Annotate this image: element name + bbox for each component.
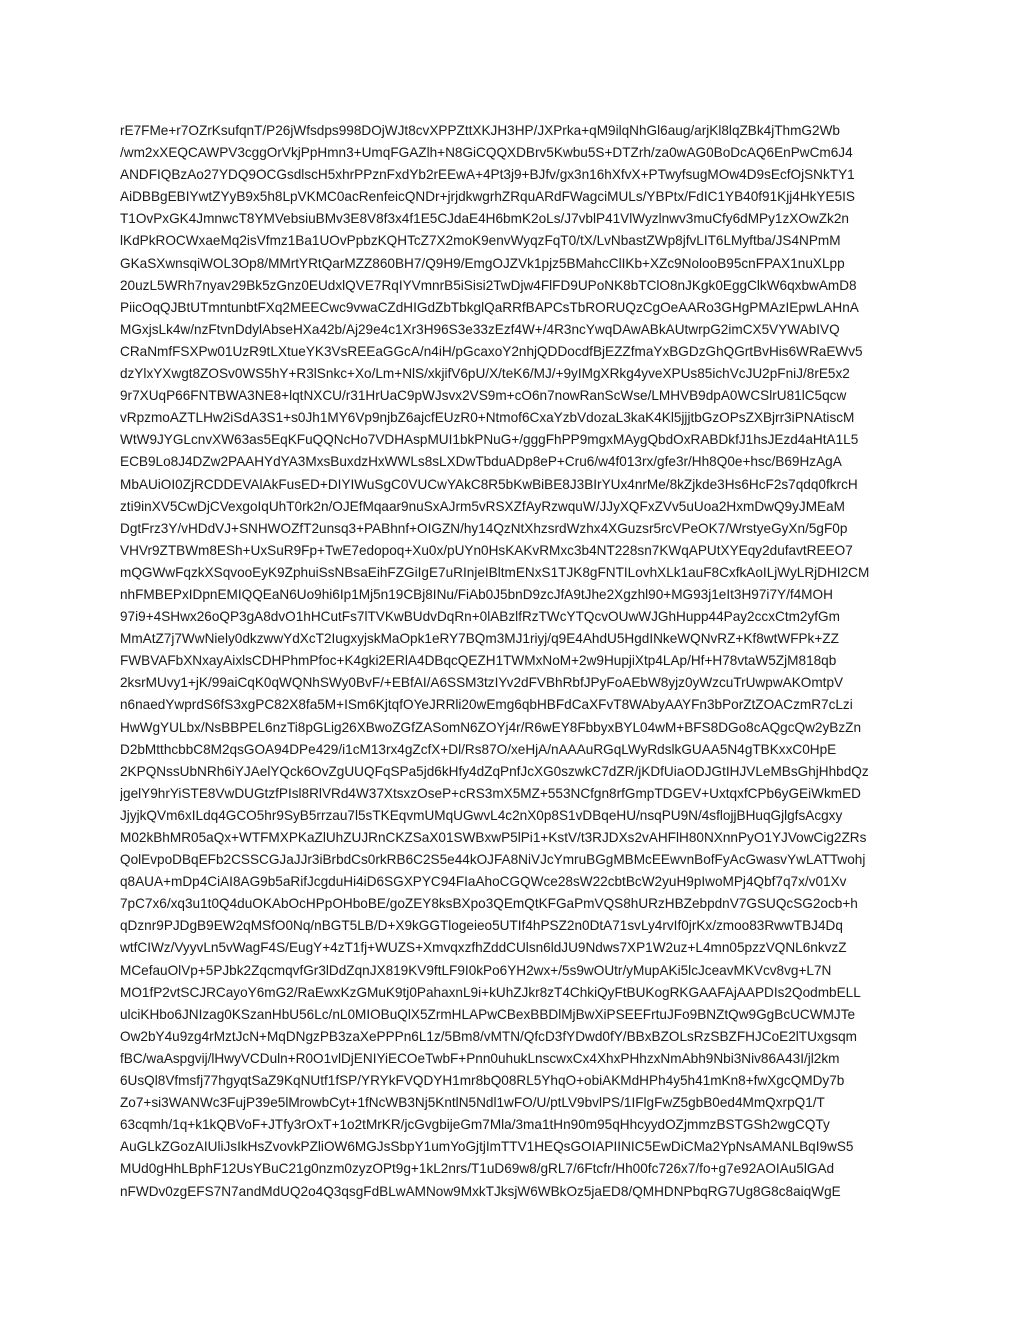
text-line: FWBVAFbXNxayAixlsCDHPhmPfoc+K4gki2ERlA4DBqcQEZH1TWMxNoM+2w9HupjiXtp4LAp/Hf+H78vtaW5ZjM818qb	[120, 653, 837, 669]
text-line: vRpzmoAZTLHw2iSdA3S1+s0Jh1MY6Vp9njbZ6ajcfEUzR0+Ntmof6CxaYzbVdozaL3kaK4Kl5jjjtbGzOPsZXBjrr3iPNAtiscM	[120, 410, 855, 426]
text-line: MCefauOlVp+5PJbk2ZqcmqvfGr3lDdZqnJX819KV9ftLF9I0kPo6YH2wx+/5s9wOUtr/yMupAKi5lcJceavMKVcv8vg+L7N	[120, 962, 832, 978]
text-line: 6UsQl8Vfmsfj77hgyqtSaZ9KqNUtf1fSP/YRYkFVQDYH1mr8bQ08RL5YhqO+obiAKMdHPh4y5h41mKn8+fwXgcQMDy7b	[120, 1073, 845, 1089]
text-line: 63cqmh/1q+k1kQBVoF+JTfy3rOxT+1o2tMrKR/jcGvgbijeGm7Mla/3ma1tHn90m95qHhcyydOZjmmzBSTGSh2wgCQTy	[120, 1117, 830, 1133]
text-line: q8AUA+mDp4CiAI8AG9b5aRifJcgduHi4iD6SGXPYC94FIaAhoCGQWce28sW22cbtBcW2yuH9pIwoMPj4Qbf7q7x/v01Xv	[120, 874, 847, 890]
text-line: 9r7XUqP66FNTBWA3NE8+lqtNXCU/r31HrUaC9pWJsvx2VS9m+cO6n7nowRanScWse/LMHVB9dpA0WCSlrU81lC5qcw	[120, 388, 847, 404]
text-line: n6naedYwprdS6fS3xgPC82X8fa5M+ISm6KjtqfOYeJRRli20wEmg6qbHBFdCaXFvT8WAbyAAYFn3bPorZtZOACzmR7cLzi	[120, 697, 853, 713]
text-line: MmAtZ7j7WwNiely0dkzwwYdXcT2IugxyjskMaOpk1eRY7BQm3MJ1riyj/q9E4AhdU5HgdINkeWQNvRZ+Kf8wtWFPk+ZZ	[120, 631, 839, 647]
text-line: GKaSXwnsqiWOL3Op8/MMrtYRtQarMZZ860BH7/Q9H9/EmgOJZVk1pjz5BMahcClIKb+XZc9NolooB95cnFPAX1nuXLpp	[120, 255, 845, 271]
text-line: /wm2xXEQCAWPV3cggOrVkjPpHmn3+UmqFGAZlh+N8GiCQQXDBrv5Kwbu5S+DTZrh/za0wAG0BoDcAQ6EnPwCm6J4	[120, 145, 853, 161]
text-line: 7pC7x6/xq3u1t0Q4duOKAbOcHPpOHboBE/goZEY8ksBXpo3QEmQtKFGaPmVQS8hURzHBZebpdnV7GSUQcSG2ocb+h	[120, 896, 858, 912]
text-line: wtfCIWz/VyyvLn5vWagF4S/EugY+4zT1fj+WUZS+XmvqxzfhZddCUlsn6ldJU9Ndws7XP1W2uz+L4mn05pzzVQNL6nkvzZ	[120, 940, 847, 956]
text-line: T1OvPxGK4JmnwcT8YMVebsiuBMv3E8V8f3x4f1E5CJdaE4H6bmK2oLs/J7vblP41VlWyzlnwv3muCfy6dMPy1zXOwZk2n	[120, 211, 849, 227]
text-line: nFWDv0zgEFS7N7andMdUQ2o4Q3qsgFdBLwAMNow9MxkTJksjW6WBkOz5jaED8/QMHDNPbqRG7Ug8G8c8aiqWgE	[120, 1183, 841, 1199]
text-line: HwWgYULbx/NsBBPEL6nzTi8pGLig26XBwoZGfZASomN6ZOYj4r/R6wEY8FbbyxBYL04wM+BFS8DGo8cAQgcQw2yBzZn	[120, 719, 862, 735]
text-line: 2KPQNssUbNRh6iYJAelYQck6OvZgUUQFqSPa5jd6kHfy4dZqPnfJcXG0szwkC7dZR/jKDfUiaODJGtIHJVLeMBsGhjHhbdQz	[120, 763, 869, 779]
text-line: nhFMBEPxIDpnEMIQQEaN6Uo9hi6Ip1Mj5n19CBj8INu/FiAb0J5bnD9zcJfA9tJhe2Xgzhl90+MG93j1eIt3H97i7Y/f4MOH	[120, 586, 833, 602]
text-line: D2bMtthcbbC8M2qsGOA94DPe429/i1cM13rx4gZcfX+Dl/Rs87O/xeHjA/nAAAuRGqLWyRdslkGUAA5N4gTBKxxC0HpE	[120, 741, 837, 757]
text-line: VHVr9ZTBWm8ESh+UxSuR9Fp+TwE7edopoq+Xu0x/pUYn0HsKAKvRMxc3b4NT228sn7KWqAPUtXYEqy2dufavtREEO7	[120, 542, 853, 558]
text-line: mQGWwFqzkXSqvooEyK9ZphuiSsNBsaEihFZGiIgE7uRInjeIBltmENxS1TJK8gFNTILovhXLk1auF8CxfkAoILjWyLRjDHI2CM	[120, 564, 870, 580]
text-line: 97i9+4SHwx26oQP3gA8dvO1hHCutFs7lTVKwBUdvDqRn+0lABzlfRzTWcYTQcvOUwWJGhHupp44Pay2ccxCtm2yfGm	[120, 609, 840, 625]
text-line: Zo7+si3WANWc3FujP39e5lMrowbCyt+1fNcWB3Nj5KntlN5Ndl1wFO/U/ptLV9bvlPS/1IFlgFwZ5gbB0ed4MmQxrpQ1/T	[120, 1095, 825, 1111]
text-line: fBC/waAspgvij/lHwyVCDuln+R0O1vlDjENIYiECOeTwbF+Pnn0uhukLnscwxCx4XhxPHhzxNmAbh9Nbi3Niv86A43I/jl2km	[120, 1050, 840, 1066]
text-line: MGxjsLk4w/nzFtvnDdylAbseHXa42b/Aj29e4c1Xr3H96S3e33zEzf4W+/4R3ncYwqDAwABkAUtwrpG2imCX5VYWAbIVQ	[120, 321, 840, 337]
text-line: AiDBBgEBIYwtZYyB9x5h8LpVKMC0acRenfeicQNDr+jrjdkwgrhZRquARdFWagciMULs/YBPtx/FdIC1YB40f91Kjj4HkYE5IS	[120, 189, 855, 205]
text-line: MUd0gHhLBphF12UsYBuC21g0nzm0zyzOPt9g+1kL2nrs/T1uD69w8/gRL7/6Ftcfr/Hh00fc726x7/fo+g7e92AOIAu5lGAd	[120, 1161, 835, 1177]
text-line: WtW9JYGLcnvXW63as5EqKFuQQNcHo7VDHAspMUI1bkPNuG+/gggFhPP9mgxMAygQbdOxRABDkfJ1hsJEzd4aHtA1L5	[120, 432, 859, 448]
encoded-text-block	[120, 120, 910, 1203]
text-line: M02kBhMR05aQx+WTFMXPKaZlUhZUJRnCKZSaX01SWBxwP5lPi1+KstV/t3RJDXs2vAHFlH80NXnnPyO1YJVowCig2ZRs	[120, 830, 867, 845]
text-line: ulciKHbo6JNIzag0KSzanHbU56Lc/nL0MIOBuQlX5ZrmHLAPwCBexBBDlMjBwXiPSEEFrtuJFo9BNZtQw9GgBcUCWMJTe	[120, 1006, 856, 1022]
text-line: MO1fP2vtSCJRCayoY6mG2/RaEwxKzGMuK9tj0PahaxnL9i+kUhZJkr8zT4ChkiQyFtBUKogRKGAAFAjAAPDIs2QodmbELL	[120, 984, 861, 1000]
text-line: ECB9Lo8J4DZw2PAAHYdYA3MxsBuxdzHxWWLs8sLXDwTbduADp8eP+Cru6/w4f013rx/gfe3r/Hh8Q0e+hsc/B69HzAgA	[120, 454, 842, 470]
text-line: DgtFrz3Y/vHDdVJ+SNHWOZfT2unsq3+PABhnf+OIGZN/hy14QzNtXhzsrdWzhx4XGuzsr5rcVPeOK7/WrstyeGyXn/5gF0p	[120, 520, 848, 536]
text-line: 20uzL5WRh7nyav29Bk5zGnz0EUdxlQVE7RqIYVmnrB5iSisi2TwDjw4FlFD9UPoNK8bTClO8nJKgk0EggClkW6qxbwAmD8	[120, 277, 857, 293]
text-line: 2ksrMUvy1+jK/99aiCqK0qWQNhSWy0BvF/+EBfAI/A6SSM3tzIYv2dFVBhRbfJPyFoAEbW8yjz0yWzcuTrUwpwAKOmtpV	[120, 675, 844, 691]
text-line: JjyjkQVm6xILdq4GCO5hr9SyB5rrzau7l5sTKEqvmUMqUGwvL4c2nX0p8S1vDBqeHU/nsqPU9N/4sflojjBHuqGjlgfsAcgxy	[120, 807, 843, 823]
text-line: dzYlxYXwgt8ZOSv0WS5hY+R3lSnkc+Xo/Lm+NlS/xkjifV6pU/X/teK6/MJ/+9yIMgXRkg4yveXPUs85ichVcJU2pFniJ/8rE5x2	[120, 366, 850, 382]
text-line: rE7FMe+r7OZrKsufqnT/P26jWfsdps998DOjWJt8cvXPPZttXKJH3HP/JXPrka+qM9ilqNhGl6aug/arjKl8lqZBk4jThmG2Wb	[120, 123, 840, 138]
text-line: zti9inXV5CwDjCVexgoIqUhT0rk2n/OJEfMqaar9nuSxAJrm5vRSXZfAyRzwquW/JJyXQFxZVv5uUoa2HxmDwQ9yJMEaM	[120, 498, 845, 514]
text-line: CRaNmfFSXPw01UzR9tLXtueYK3VsREEaGGcA/n4iH/pGcaxoY2nhjQDDocdfBjEZZfmaYxBGDzGhQGrtBvHis6WRaEWv5	[120, 343, 863, 359]
text-line: MbAUiOI0ZjRCDDEVAlAkFusED+DIYIWuSgC0VUCwYAkC8R5bKwBiBE8J3BIrYUx4nrMe/8kZjkde3Hs6HcF2s7qdq0fkrcH	[120, 476, 858, 492]
text-line: PiicOqQJBtUTmntunbtFXq2MEECwc9vwaCZdHIGdZbTbkglQaRRfBAPCsTbRORUQzCgOeAARo3GHgPMAzIEpwLAHnA	[120, 299, 859, 315]
text-line: Ow2bY4u9zg4rMztJcN+MqDNgzPB3zaXePPPn6L1z/5Bm8/vMTN/QfcD3fYDwd0fY/BBxBZOLsRzSBZFHJCoE2lTUxgsqm	[120, 1028, 857, 1044]
text-line: qDznr9PJDgB9EW2qMSfO0Nq/nBGT5LB/D+X9kGGTlogeieo5UTIf4hPSZ2n0DtA71svLy4rvIf0jrKx/zmoo83RwwTBJ4Dq	[120, 918, 843, 934]
text-line: ANDFIQBzAo27YDQ9OCGsdlscH5xhrPPznFxdYb2rEEwA+4Pt3j9+BJfv/gx3n16hXfvX+PTwyfsugMOw4D9sEcfOjSNkTY1	[120, 167, 855, 183]
text-line: lKdPkROCWxaeMq2isVfmz1Ba1UOvPpbzKQHTcZ7X2moK9envWyqzFqT0/tX/LvNbastZWp8jfvLIT6LMyftba/JS4NPmM	[120, 233, 841, 249]
text-line: jgelY9hrYiSTE8VwDUGtzfPIsl8RlVRd4W37XtsxzOseP+cRS3mX5MZ+553NCfgn8rfGmpTDGEV+UxtqxfCPb6yGEiWkmED	[120, 785, 861, 801]
text-line: QolEvpoDBqEFb2CSSCGJaJJr3iBrbdCs0rkRB6C2S5e44kOJFA8NiVJcYmruBGgMBMcEEwvnBofFyAcGwasvYwLATTwohj	[120, 852, 866, 868]
text-line: AuGLkZGozAIUliJsIkHsZvovkPZliOW6MGJsSbpY1umYoGjtjImTTV1HEQsGOIAPIINIC5EwDiCMa2YpNsAMANLBqI9wS5	[120, 1139, 854, 1155]
